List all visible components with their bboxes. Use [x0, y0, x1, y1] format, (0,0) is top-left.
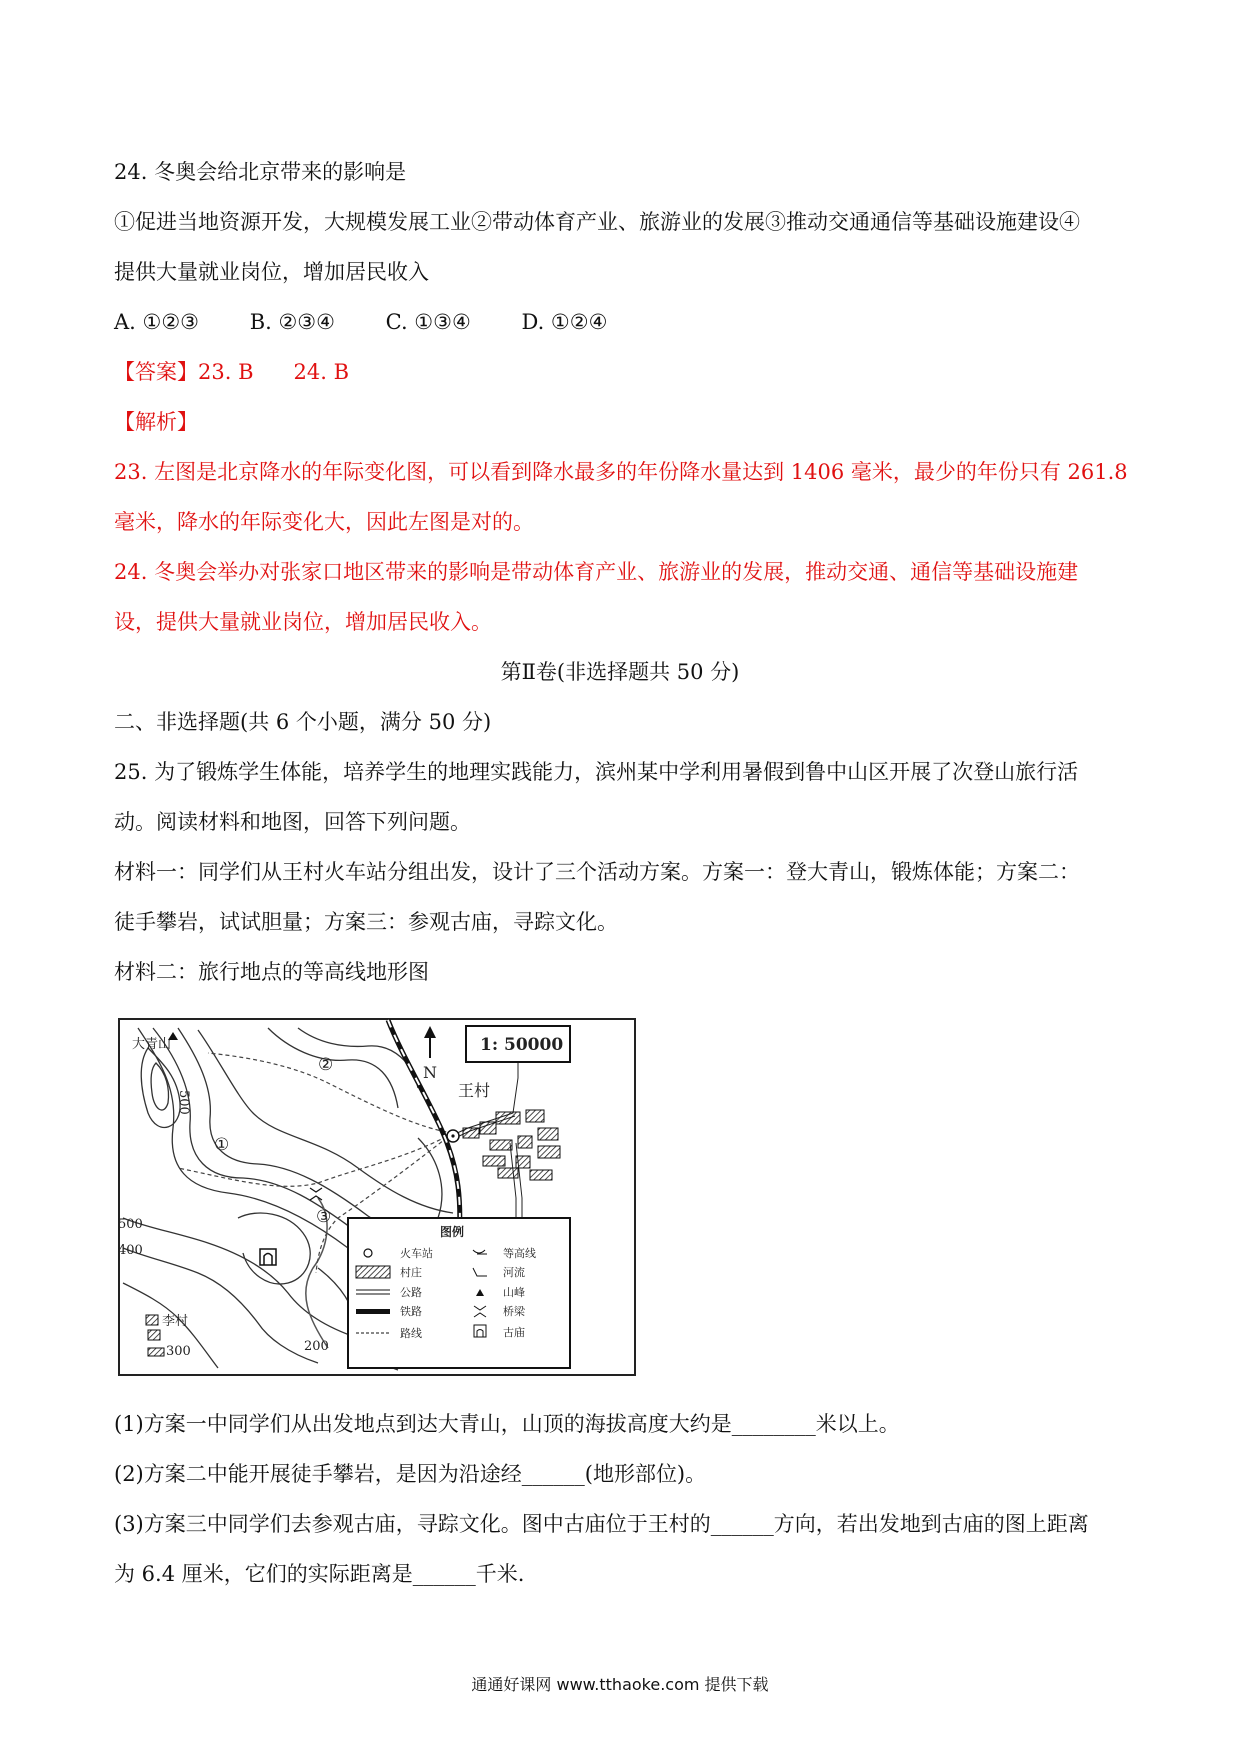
q24-option-a: A. ①②③ [114, 310, 199, 334]
legend-station: 火车站 [400, 1247, 433, 1260]
analysis-24-line2: 设，提供大量就业岗位，增加居民收入。 [114, 610, 492, 634]
q25-sub1: (1)方案一中同学们从出发地点到达大青山，山顶的海拔高度大约是________米以上。 [114, 1412, 900, 1436]
q24-option-d: D. ①②④ [521, 310, 608, 334]
q24-options [114, 308, 651, 336]
legend-title: 图例 [440, 1225, 465, 1239]
q24-stem: 24. 冬奥会给北京带来的影响是 [114, 160, 407, 184]
legend-temple-icon [474, 1325, 486, 1337]
scale-label: 1: 50000 [480, 1035, 564, 1055]
legend-contour: 等高线 [503, 1247, 536, 1260]
contour-label-200: 200 [304, 1339, 329, 1354]
q25-material2: 材料二：旅行地点的等高线地形图 [114, 960, 429, 984]
q25-material1-line2: 徒手攀岩，试试胆量；方案三：参观古庙，寻踪文化。 [114, 910, 618, 934]
legend-route: 路线 [400, 1327, 422, 1340]
answer-line [114, 358, 349, 386]
legend-village: 村庄 [400, 1266, 422, 1279]
legend-peak: 山峰 [503, 1286, 525, 1299]
contour-map [118, 1018, 636, 1376]
legend-bridge: 桥梁 [503, 1305, 525, 1318]
contour-label-500: 500 [118, 1217, 143, 1232]
page-footer: 通通好课网 www.tthaoke.com 提供下载 [471, 1675, 769, 1694]
legend-road: 公路 [400, 1286, 422, 1299]
section2-title: 第Ⅱ卷(非选择题共 50 分) [500, 660, 740, 684]
answer-24: 24. B [293, 360, 350, 384]
q25-stem-line2: 动。阅读材料和地图，回答下列问题。 [114, 810, 471, 834]
q25-stem-line1: 25. 为了锻炼学生体能，培养学生的地理实践能力，滨州某中学利用暑假到鲁中山区开展了次登山旅行活 [114, 760, 1079, 784]
licun-label: 李村 [162, 1314, 189, 1329]
legend-temple: 古庙 [503, 1326, 525, 1339]
analysis-23-line2: 毫米，降水的年际变化大，因此左图是对的。 [114, 510, 534, 534]
q25-material1-line1: 材料一：同学们从王村火车站分组出发，设计了三个活动方案。方案一：登大青山，锻炼体能；方案二： [114, 860, 1080, 884]
q24-option-b: B. ②③④ [249, 310, 335, 334]
contour-label-500-top: 500 [176, 1090, 191, 1115]
wangcun-label: 王村 [458, 1081, 491, 1100]
daqingshan-label: 大青山 [132, 1037, 172, 1052]
contour-label-400: 400 [118, 1243, 143, 1258]
analysis-label: 【解析】 [114, 410, 198, 434]
legend-railway-icon [356, 1309, 390, 1314]
q25-sub3-line2: 为 6.4 厘米，它们的实际距离是______千米. [114, 1562, 525, 1586]
legend-village-icon [356, 1266, 390, 1278]
q24-statement-line1: ①促进当地资源开发，大规模发展工业②带动体育产业、旅游业的发展③推动交通通信等基础设施建设④ [114, 210, 1080, 234]
legend-river: 河流 [503, 1266, 525, 1279]
answer-23: 23. B [198, 360, 254, 384]
q25-sub3-line1: (3)方案三中同学们去参观古庙，寻踪文化。图中古庙位于王村的______方向，若出发地到古庙的图上距离 [114, 1512, 1089, 1536]
legend-railway: 铁路 [400, 1305, 422, 1318]
map-legend [348, 1218, 570, 1368]
legend-station-icon [364, 1249, 372, 1257]
analysis-24-line1: 24. 冬奥会举办对张家口地区带来的影响是带动体育产业、旅游业的发展，推动交通、通信等基础设施建 [114, 560, 1079, 584]
q25-sub2: (2)方案二中能开展徒手攀岩，是因为沿途经______(地形部位)。 [114, 1462, 707, 1486]
temple-icon [260, 1249, 276, 1265]
section2-heading: 二、非选择题(共 6 个小题，满分 50 分) [114, 710, 492, 734]
route-mark-1: ① [214, 1135, 230, 1155]
north-label: N [423, 1063, 437, 1082]
analysis-23-line1: 23. 左图是北京降水的年际变化图，可以看到降水最多的年份降水量达到 1406 毫米，最少的年份只有 261.8 [114, 460, 1128, 484]
answer-label: 【答案】 [114, 360, 198, 384]
q24-option-c: C. ①③④ [385, 310, 471, 334]
route-mark-2: ② [318, 1055, 334, 1075]
route-mark-3: ③ [316, 1207, 332, 1227]
contour-label-300: 300 [166, 1344, 191, 1359]
q24-statement-line2: 提供大量就业岗位，增加居民收入 [114, 260, 429, 284]
